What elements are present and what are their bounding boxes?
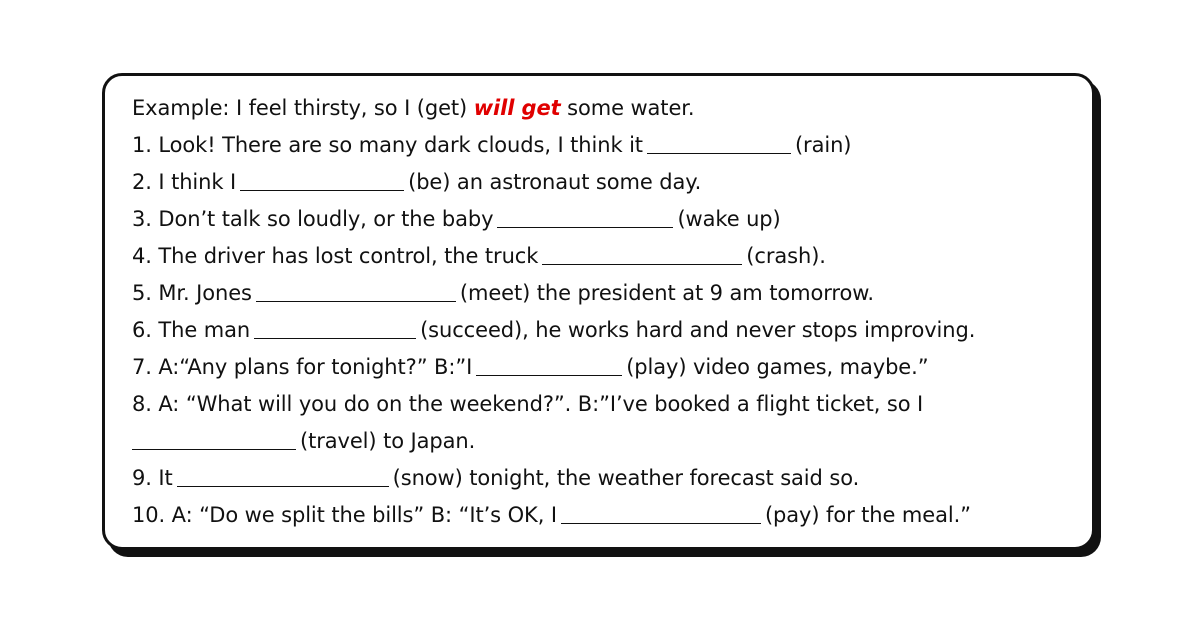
exercise-item-10 bbox=[132, 497, 1084, 534]
item-text-after: (rain) bbox=[794, 133, 852, 157]
exercise-item-8-continued bbox=[132, 423, 1084, 460]
item-text-before: 1. Look! There are so many dark clouds, I think it bbox=[132, 133, 643, 157]
exercise-lines bbox=[132, 90, 1084, 534]
item-text-after: (succeed), he works hard and never stops improving. bbox=[420, 318, 976, 342]
item-text-after: (be) an astronaut some day. bbox=[408, 170, 702, 194]
answer-blank[interactable] bbox=[177, 466, 389, 487]
example-prefix: Example: I feel thirsty, so I (get) bbox=[132, 96, 468, 120]
item-text-before: 10. A: “Do we split the bills” B: “It’s OK, I bbox=[132, 503, 557, 527]
exercise-item-9 bbox=[132, 460, 1084, 497]
exercise-item-8 bbox=[132, 386, 1084, 423]
item-text-after: (travel) to Japan. bbox=[300, 429, 476, 453]
item-text-before: 4. The driver has lost control, the truck bbox=[132, 244, 539, 268]
answer-blank[interactable] bbox=[240, 170, 404, 191]
answer-blank[interactable] bbox=[254, 318, 416, 339]
example-line bbox=[132, 90, 1084, 127]
example-answer: will get bbox=[473, 96, 561, 120]
exercise-item-4 bbox=[132, 238, 1084, 275]
exercise-item-3 bbox=[132, 201, 1084, 238]
exercise-item-5 bbox=[132, 275, 1084, 312]
item-text-after: (snow) tonight, the weather forecast said so. bbox=[392, 466, 860, 490]
item-text-before: 3. Don’t talk so loudly, or the baby bbox=[132, 207, 494, 231]
answer-blank[interactable] bbox=[256, 281, 456, 302]
exercise-item-2 bbox=[132, 164, 1084, 201]
item-text-after: (crash). bbox=[746, 244, 826, 268]
answer-blank[interactable] bbox=[561, 503, 761, 524]
item-text-before: 6. The man bbox=[132, 318, 251, 342]
exercise-item-7 bbox=[132, 349, 1084, 386]
item-text-before: 9. It bbox=[132, 466, 173, 490]
answer-blank[interactable] bbox=[542, 244, 742, 265]
answer-blank[interactable] bbox=[497, 207, 673, 228]
item-text-after: (play) video games, maybe.” bbox=[626, 355, 929, 379]
item-text-before: 2. I think I bbox=[132, 170, 237, 194]
item-text-before: 7. A:“Any plans for tonight?” B:”I bbox=[132, 355, 473, 379]
answer-blank[interactable] bbox=[132, 429, 296, 450]
item-text-before: 8. A: “What will you do on the weekend?”. B:”I’ve booked a flight ticket, so I bbox=[132, 392, 924, 416]
answer-blank[interactable] bbox=[647, 133, 791, 154]
item-text-before: 5. Mr. Jones bbox=[132, 281, 252, 305]
item-text-after: (meet) the president at 9 am tomorrow. bbox=[459, 281, 874, 305]
exercise-item-1 bbox=[132, 127, 1084, 164]
exercise-item-6 bbox=[132, 312, 1084, 349]
answer-blank[interactable] bbox=[476, 355, 622, 376]
item-text-after: (pay) for the meal.” bbox=[764, 503, 971, 527]
example-suffix: some water. bbox=[567, 96, 695, 120]
item-text-after: (wake up) bbox=[677, 207, 781, 231]
exercise-card bbox=[102, 73, 1095, 550]
